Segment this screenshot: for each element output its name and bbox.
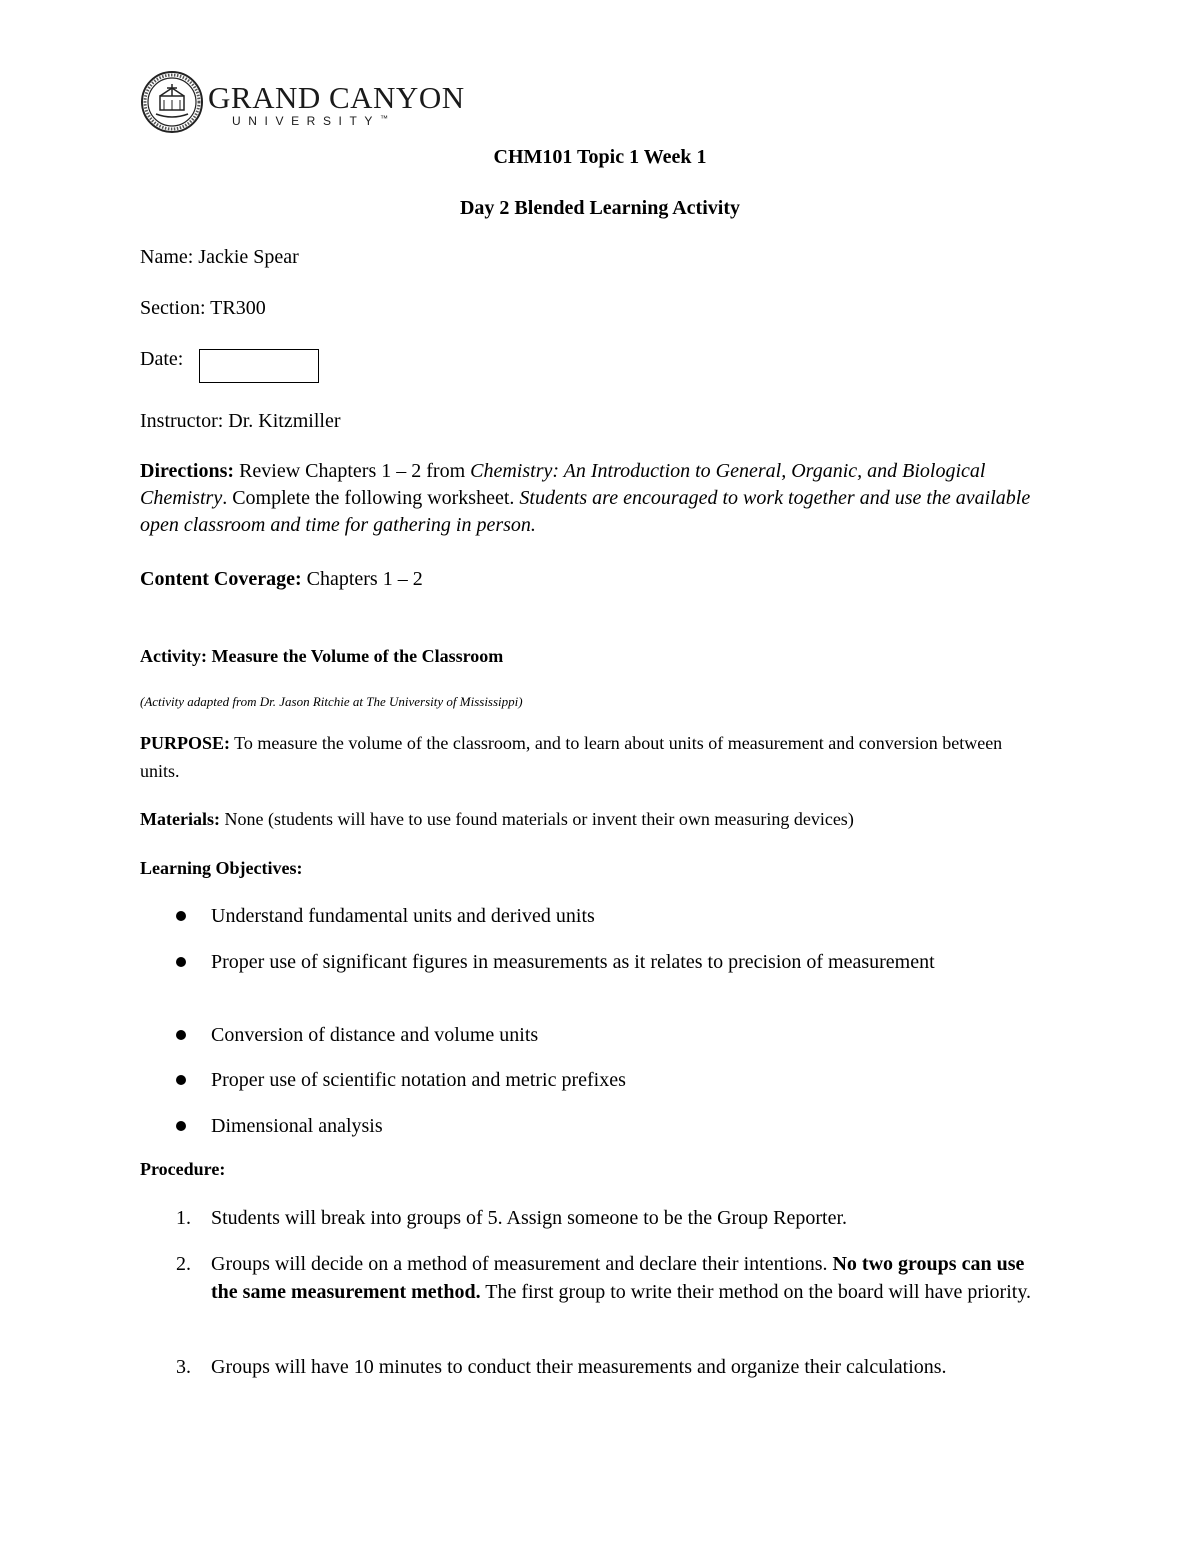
bullet-icon (176, 1075, 186, 1085)
activity-credit: (Activity adapted from Dr. Jason Ritchie at The University of Mississippi) (140, 694, 523, 709)
step-emphasis: No two groups can use the same measurement method. (211, 1253, 1025, 1303)
date-label: Date: (140, 348, 184, 370)
step-number: 3. (176, 1356, 191, 1378)
instructor-field: Instructor: Dr. Kitzmiller (140, 410, 341, 432)
activity-heading (140, 643, 503, 670)
bullet-icon (176, 911, 186, 921)
university-seal-icon (140, 70, 204, 134)
logo-subtitle: UNIVERSITY™ (232, 114, 389, 128)
step-number: 1. (176, 1207, 191, 1229)
procedure-heading: Procedure: (140, 1159, 226, 1179)
step-number: 2. (176, 1253, 191, 1275)
name-field: Name: Jackie Spear (140, 246, 299, 268)
purpose-label: PURPOSE: (140, 733, 230, 753)
directions-label: Directions: (140, 460, 235, 482)
date-input-box[interactable] (199, 349, 319, 383)
materials-text: None (students will have to use found materials or invent their own measuring devices) (219, 809, 854, 829)
activity-title: Measure the Volume of the Classroom (206, 646, 504, 666)
directions-paragraph (140, 458, 1060, 539)
bullet-icon (176, 1121, 186, 1131)
activity-label: Activity: (140, 646, 207, 666)
content-coverage-value: Chapters 1 – 2 (301, 568, 423, 590)
objective-item: Understand fundamental units and derived units (211, 905, 595, 927)
purpose-text: To measure the volume of the classroom, and to learn about units of measurement and conversion between units. (140, 733, 1003, 781)
directions-text-2: . Complete the following worksheet. (222, 487, 520, 509)
document-title: CHM101 Topic 1 Week 1 (493, 146, 707, 168)
directions-text: Review Chapters 1 – 2 from (234, 460, 471, 482)
materials-line (140, 806, 854, 833)
objectives-heading: Learning Objectives: (140, 858, 303, 878)
objective-item: Conversion of distance and volume units (211, 1024, 539, 1046)
document-subtitle: Day 2 Blended Learning Activity (459, 197, 740, 219)
materials-label: Materials: (140, 809, 220, 829)
content-coverage (140, 566, 423, 593)
objective-item: Proper use of scientific notation and metric prefixes (211, 1069, 626, 1091)
encouragement-text: Students are encouraged to work together and use the available open classroom and time for gathering in person. (140, 487, 1031, 536)
content-coverage-label: Content Coverage: (140, 568, 302, 590)
book-title: Chemistry: An Introduction to General, Organic, and Biological Chemistry (140, 460, 986, 509)
purpose-paragraph (140, 729, 1020, 785)
bullet-icon (176, 1030, 186, 1040)
university-logo (140, 70, 465, 134)
procedure-step: Groups will have 10 minutes to conduct their measurements and organize their calculations. (211, 1356, 947, 1378)
procedure-step: Students will break into groups of 5. Assign someone to be the Group Reporter. (211, 1207, 848, 1229)
section-field: Section: TR300 (140, 297, 266, 319)
logo-wordmark: GRAND CANYON (208, 80, 465, 115)
bullet-icon (176, 957, 186, 967)
step-text: The first group to write their method on the board will have priority. (480, 1281, 1032, 1303)
procedure-step (211, 1250, 1041, 1306)
objective-item: Proper use of significant figures in measurements as it relates to precision of measurement (211, 951, 935, 973)
objective-item: Dimensional analysis (211, 1115, 383, 1137)
step-text: Groups will decide on a method of measurement and declare their intentions. (211, 1253, 833, 1275)
